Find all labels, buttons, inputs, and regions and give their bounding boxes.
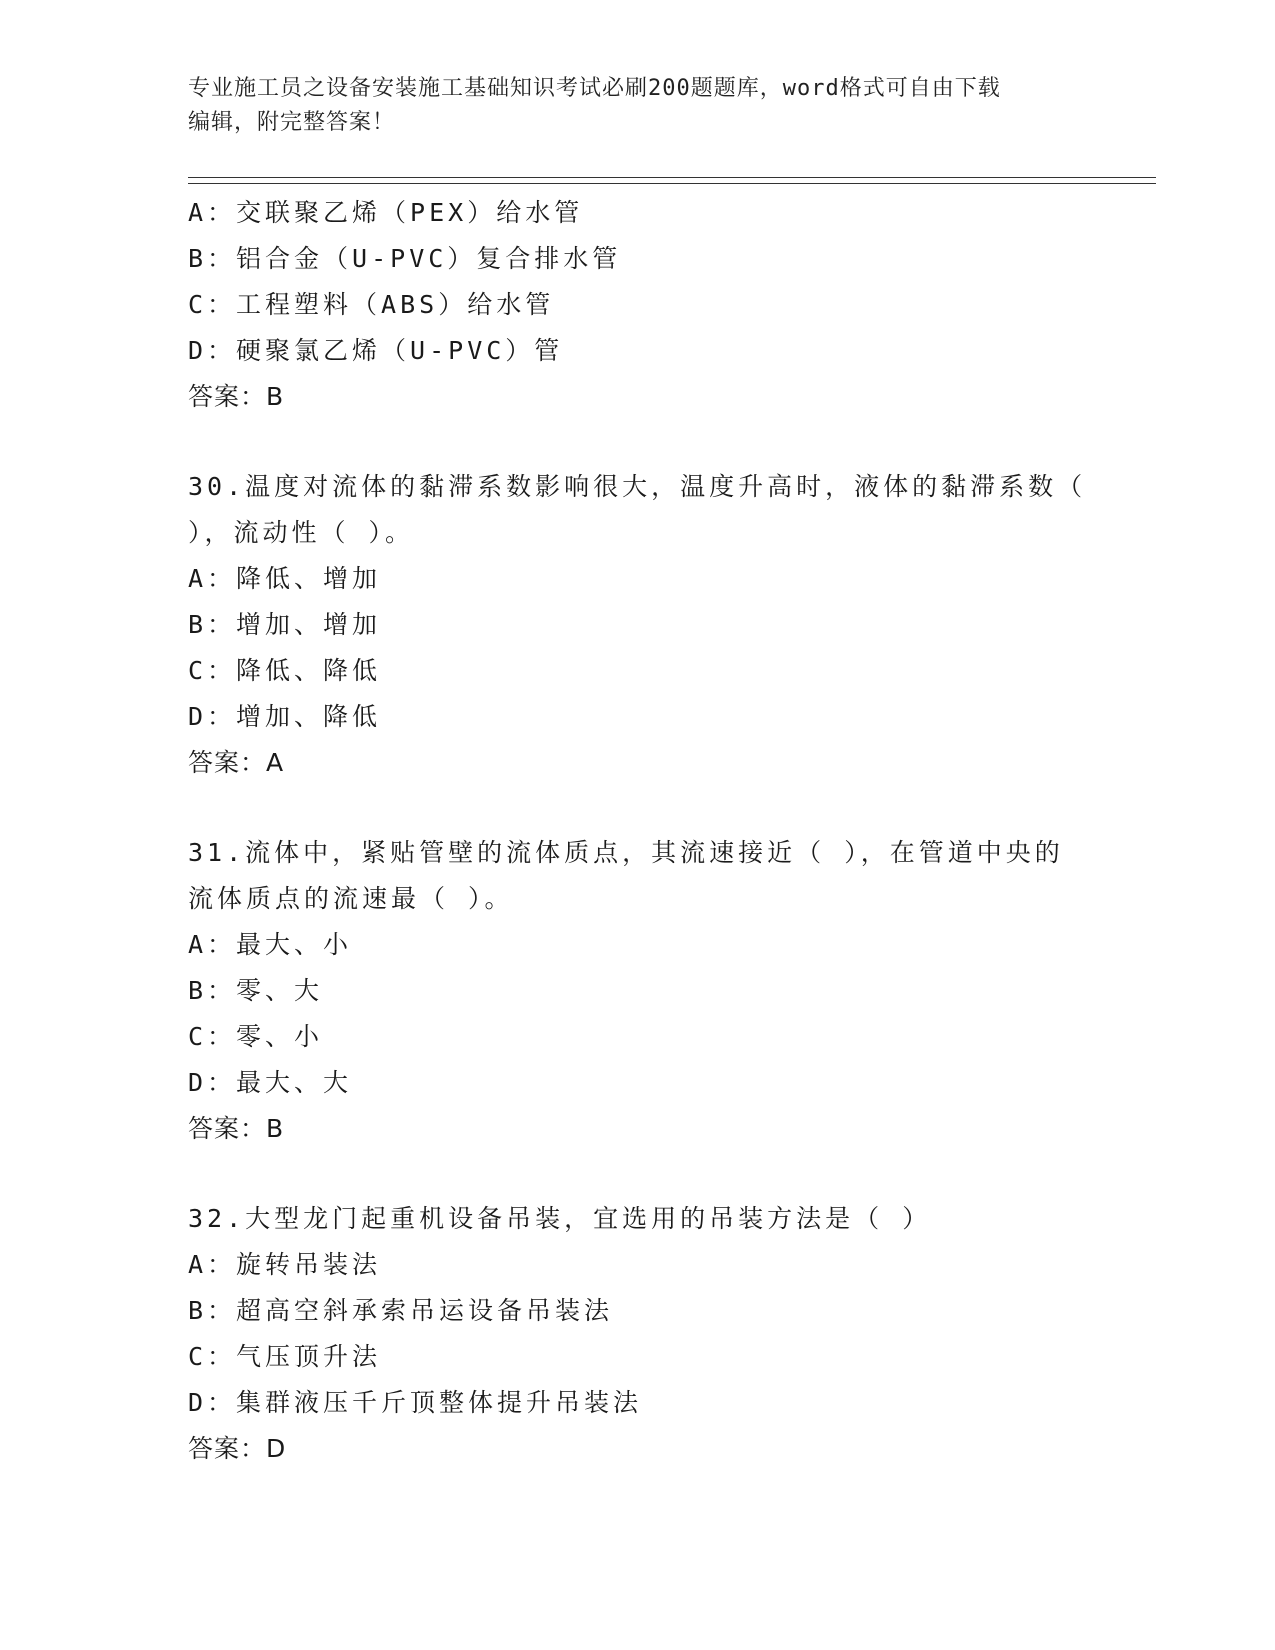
header-rule-top bbox=[188, 177, 1156, 178]
question-text-line-2: 流体质点的流速最（ ）。 bbox=[188, 884, 514, 913]
option-d: D：集群液压千斤顶整体提升吊装法 bbox=[188, 1388, 643, 1417]
question-text bbox=[188, 464, 1088, 556]
answer: 答案：D bbox=[188, 1434, 287, 1463]
option-b: B：铝合金（U-PVC）复合排水管 bbox=[188, 244, 622, 273]
option-c: C：气压顶升法 bbox=[188, 1342, 382, 1371]
document-body bbox=[188, 190, 1088, 1472]
option-d: D：增加、降低 bbox=[188, 702, 382, 731]
question-text-line-1: 31.流体中，紧贴管壁的流体质点，其流速接近（ ），在管道中央的 bbox=[188, 838, 1064, 867]
answer: 答案：A bbox=[188, 748, 285, 777]
header-line-1: 专业施工员之设备安装施工基础知识考试必刷200题题库，word格式可自由下载 bbox=[188, 76, 1001, 101]
option-c: C：降低、降低 bbox=[188, 656, 382, 685]
option-a: A：最大、小 bbox=[188, 930, 353, 959]
question-text-line-1: 32.大型龙门起重机设备吊装，宜选用的吊装方法是（ ） bbox=[188, 1204, 932, 1233]
option-a: A：旋转吊装法 bbox=[188, 1250, 382, 1279]
question-31 bbox=[188, 830, 1088, 1152]
question-29-continued bbox=[188, 190, 1088, 420]
option-d: D：硬聚氯乙烯（U-PVC）管 bbox=[188, 336, 564, 365]
answer: 答案：B bbox=[188, 382, 285, 411]
header-rule-bottom bbox=[188, 183, 1156, 184]
option-a: A：交联聚乙烯（PEX）给水管 bbox=[188, 198, 584, 227]
question-text-line-2: ），流动性（ ）。 bbox=[188, 518, 415, 547]
question-32 bbox=[188, 1196, 1088, 1472]
option-b: B：超高空斜承索吊运设备吊装法 bbox=[188, 1296, 614, 1325]
option-b: B：零、大 bbox=[188, 976, 324, 1005]
option-c: C：工程塑料（ABS）给水管 bbox=[188, 290, 555, 319]
option-b: B：增加、增加 bbox=[188, 610, 382, 639]
question-text bbox=[188, 830, 1088, 922]
question-text-line-1: 30.温度对流体的黏滞系数影响很大，温度升高时，液体的黏滞系数（ bbox=[188, 472, 1087, 501]
option-d: D：最大、大 bbox=[188, 1068, 353, 1097]
option-c: C：零、小 bbox=[188, 1022, 324, 1051]
header-line-2: 编辑，附完整答案！ bbox=[188, 110, 396, 135]
question-30 bbox=[188, 464, 1088, 786]
question-text bbox=[188, 1196, 1088, 1242]
option-a: A：降低、增加 bbox=[188, 564, 382, 593]
document-header bbox=[188, 72, 1088, 140]
answer: 答案：B bbox=[188, 1114, 285, 1143]
